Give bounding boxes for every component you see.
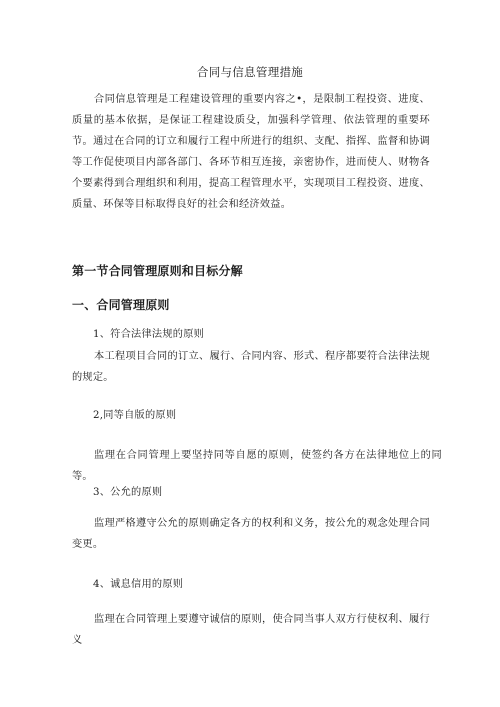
section-heading: 第一节合同管理原则和目标分解 bbox=[72, 264, 243, 278]
principle-4-body: 监理在合同管理上要遵守诚信的原则，使合同当事人双方行使权利、履行义 bbox=[72, 614, 430, 646]
intro-paragraph: 合同信息管理是工程建设管理的重要内容之•，是限制工程投资、进度、质量的基本依据，是保证工程建设质殳，加强科学管理、依法管理的重要环节。通过在合同的订立和履行工程中所进行的组织、支配、指挥、监督和协调等工作促使项目内部各部门、各环节相互连接，亲密协作，进而使人、财物各个要素得到合理组织和利用，提高工程管理水平，实现项目工程投资、进度、质量、环保等目标取得良好的社会和经济效益。 bbox=[72, 94, 430, 210]
document-title: 合同与信息管理措施 bbox=[196, 65, 304, 79]
principle-4-heading: 4、诚息信用的原则 bbox=[93, 579, 184, 590]
principle-1-heading: 1、符合法律法规的原则 bbox=[93, 329, 205, 340]
principle-3-heading: 3、公允的原则 bbox=[93, 487, 163, 498]
principle-3-body: 监理严格遵守公允的原则确定各方的权利和义务，按公允的观念处理合同变更。 bbox=[72, 518, 430, 550]
principle-1-body: 本工程项目合同的订立、履行、合同内容、形式、程序都要符合法律法规的规定。 bbox=[72, 351, 430, 383]
principle-2-body: 监理在合同管理上要坚持同等自愿的原则，使签约各方在法律地位上的同等。 bbox=[72, 450, 442, 482]
principle-2-heading: 2,同等自版的原则 bbox=[93, 410, 177, 421]
subsection-heading: 一、合同管理原则 bbox=[72, 298, 170, 312]
